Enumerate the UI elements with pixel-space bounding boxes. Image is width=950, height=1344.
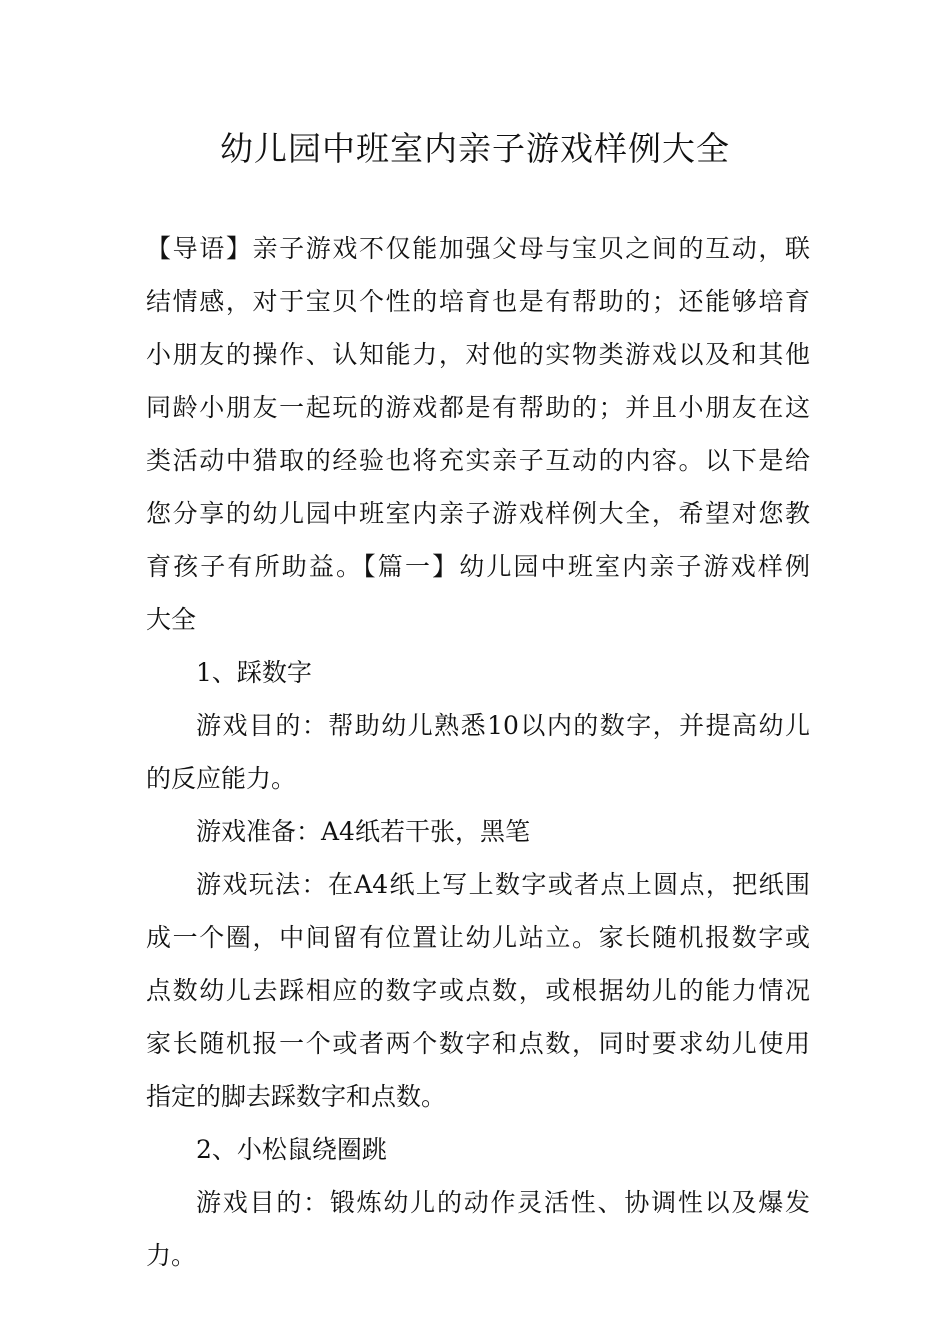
game1-preparation: 游戏准备：A4纸若干张，黑笔 (196, 817, 530, 846)
paragraph-intro-line-4: 同龄小朋友一起玩的游戏都是有帮助的；并且小朋友在这 (146, 393, 810, 422)
section-heading-2: 2、小松鼠绕圈跳 (196, 1135, 387, 1164)
paragraph-intro-line-3: 小朋友的操作、认知能力，对他的实物类游戏以及和其他 (146, 340, 810, 369)
game1-method-line-1: 游戏玩法：在A4纸上写上数字或者点上圆点，把纸围 (196, 870, 810, 899)
paragraph-intro-line-8: 大全 (146, 605, 197, 634)
game1-method-line-3: 点数幼儿去踩相应的数字或点数，或根据幼儿的能力情况 (146, 976, 810, 1005)
paragraph-intro-line-5: 类活动中猎取的经验也将充实亲子互动的内容。以下是给 (146, 446, 810, 475)
game1-method-line-2: 成一个圈，中间留有位置让幼儿站立。家长随机报数字或 (146, 923, 810, 952)
paragraph-intro-line-6: 您分享的幼儿园中班室内亲子游戏样例大全，希望对您教 (146, 499, 810, 528)
game1-goal-line-1: 游戏目的：帮助幼儿熟悉10以内的数字，并提高幼儿 (196, 711, 810, 740)
game1-goal-line-2: 的反应能力。 (146, 764, 297, 793)
document-body (146, 222, 810, 1282)
paragraph-intro-line-2: 结情感，对于宝贝个性的培育也是有帮助的；还能够培育 (146, 287, 810, 316)
game1-method-line-4: 家长随机报一个或者两个数字和点数，同时要求幼儿使用 (146, 1029, 810, 1058)
document-title: 幼儿园中班室内亲子游戏样例大全 (220, 129, 730, 168)
section-heading-1: 1、踩数字 (196, 658, 312, 687)
paragraph-intro-line-7: 育孩子有所助益。【篇一】幼儿园中班室内亲子游戏样例 (146, 552, 810, 581)
game2-goal-line-2: 力。 (146, 1241, 197, 1270)
paragraph-intro-line-1: 【导语】亲子游戏不仅能加强父母与宝贝之间的互动，联 (146, 234, 810, 263)
game2-goal-line-1: 游戏目的：锻炼幼儿的动作灵活性、协调性以及爆发 (196, 1188, 810, 1217)
game1-method-line-5: 指定的脚去踩数字和点数。 (146, 1082, 447, 1111)
